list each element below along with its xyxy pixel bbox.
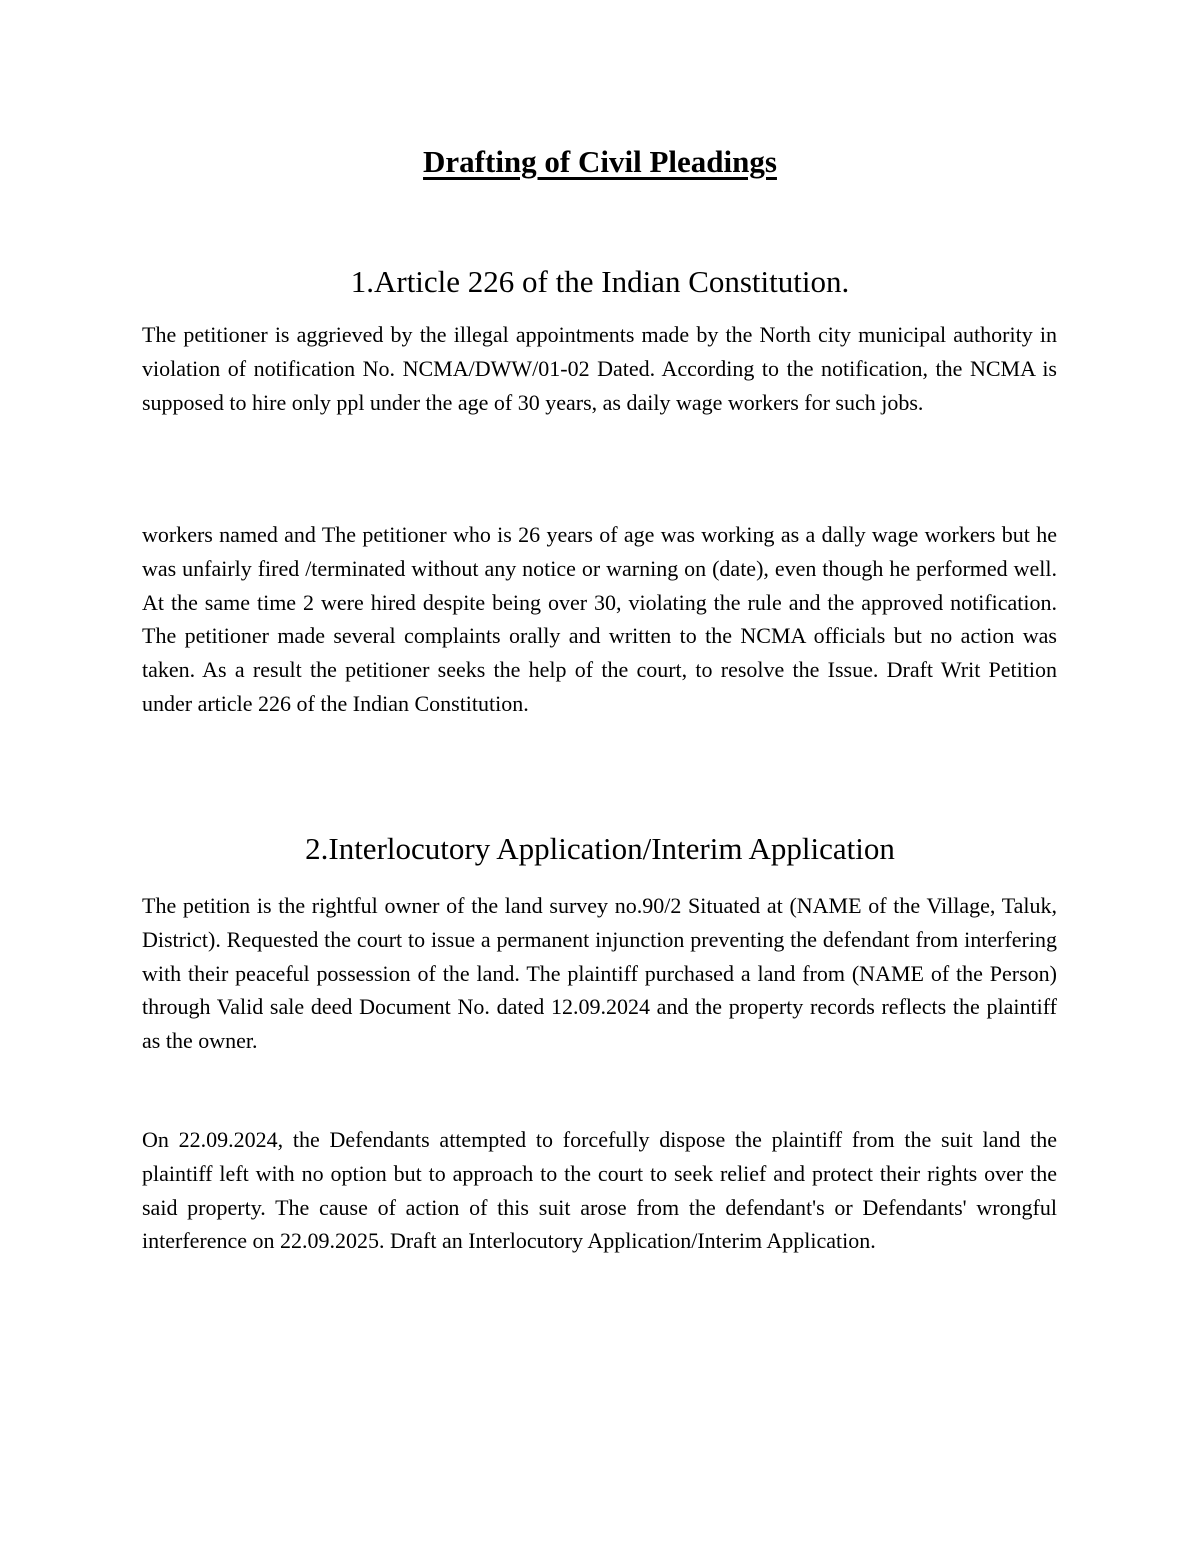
- section-heading-interlocutory-application: 2.Interlocutory Application/Interim Application: [305, 831, 895, 866]
- section-2-paragraph-1: The petition is the rightful owner of the land survey no.90/2 Situated at (NAME of the Village, Taluk, District). Requested the court to issue a permanent injunction preventing the defendant from interfering with their peaceful possession of the land. The plaintiff purchased a land from (NAME of the Person) through Valid sale deed Document No. dated 12.09.2024 and the property records reflects the plaintiff as the owner.: [142, 893, 1057, 1054]
- section-1-paragraph-2: workers named and The petitioner who is 26 years of age was working as a dally wage workers but he was unfairly fired /terminated without any notice or warning on (date), even though he performed well. At the same time 2 were hired despite being over 30, violating the rule and the approved notification. The petitioner made several complaints orally and written to the NCMA officials but no action was taken. As a result the petitioner seeks the help of the court, to resolve the Issue. Draft Writ Petition under article 226 of the Indian Constitution.: [142, 522, 1057, 716]
- section-2-paragraph-2: On 22.09.2024, the Defendants attempted to forcefully dispose the plaintiff from the suit land the plaintiff left with no option but to approach to the court to seek relief and protect their rights over the said property. The cause of action of this suit arose from the defendant's or Defendants' wrongful interference on 22.09.2025. Draft an Interlocutory Application/Interim Application.: [142, 1127, 1057, 1254]
- section-heading-article-226: 1.Article 226 of the Indian Constitution.: [350, 264, 850, 299]
- section-1-paragraph-1: The petitioner is aggrieved by the illegal appointments made by the North city municipal authority in violation of notification No. NCMA/DWW/01-02 Dated. According to the notification, the NCMA is supposed to hire only ppl under the age of 30 years, as daily wage workers for such jobs.: [142, 322, 1057, 415]
- document-title: Drafting of Civil Pleadings: [423, 144, 777, 179]
